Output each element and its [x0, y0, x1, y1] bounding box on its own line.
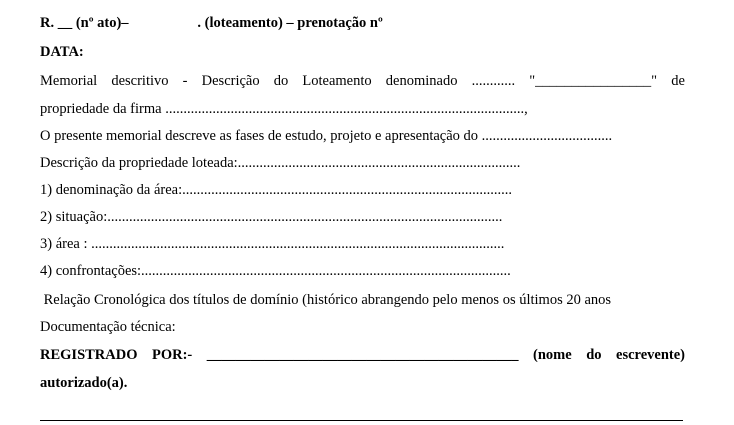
registrado-line	[40, 346, 685, 364]
registrado-word: do	[586, 347, 602, 363]
header-line-ato: R. __ (nº ato)– . (loteamento) – prenotação nº	[40, 15, 383, 31]
memorial-word: -	[182, 73, 188, 89]
memorial-word: Loteamento	[302, 73, 372, 89]
registrado-word: REGISTRADO	[40, 347, 138, 363]
memorial-line	[40, 72, 685, 90]
memorial-word: ............	[471, 73, 516, 89]
memorial-word: descritivo	[111, 73, 169, 89]
memorial-word: do	[273, 73, 289, 89]
item-area: 3) área : ..................................................................................................................	[40, 236, 505, 252]
presente-line: O presente memorial descreve as fases de estudo, projeto e apresentação do ....................................	[40, 128, 613, 144]
signature-rule	[40, 420, 683, 421]
descricao-line: Descrição da propriedade loteada:..............................................................................	[40, 155, 521, 171]
memorial-word: de	[671, 73, 685, 89]
propriedade-line: propriedade da firma ...................................................................................................,	[40, 101, 528, 117]
autorizado-line: autorizado(a).	[40, 375, 128, 391]
memorial-word: "________________"	[529, 73, 658, 89]
header-data-label: DATA:	[40, 44, 84, 60]
item-situacao: 2) situação:.............................................................................................................	[40, 209, 503, 225]
item-denominacao: 1) denominação da área:...........................................................................................	[40, 182, 512, 198]
memorial-word: denominado	[385, 73, 458, 89]
documentacao-line: Documentação técnica:	[40, 319, 176, 335]
memorial-word: Descrição	[201, 73, 260, 89]
memorial-word: Memorial	[40, 73, 98, 89]
item-confrontacoes: 4) confrontações:......................................................................................................	[40, 263, 511, 279]
registrado-word: POR:-	[152, 347, 193, 363]
registrado-blank: ___________________________________________	[206, 347, 519, 363]
registrado-word: (nome	[533, 347, 572, 363]
relacao-line: Relação Cronológica dos títulos de domínio (histórico abrangendo pelo menos os últimos 20 anos	[40, 292, 612, 308]
registrado-word: escrevente)	[616, 347, 685, 363]
